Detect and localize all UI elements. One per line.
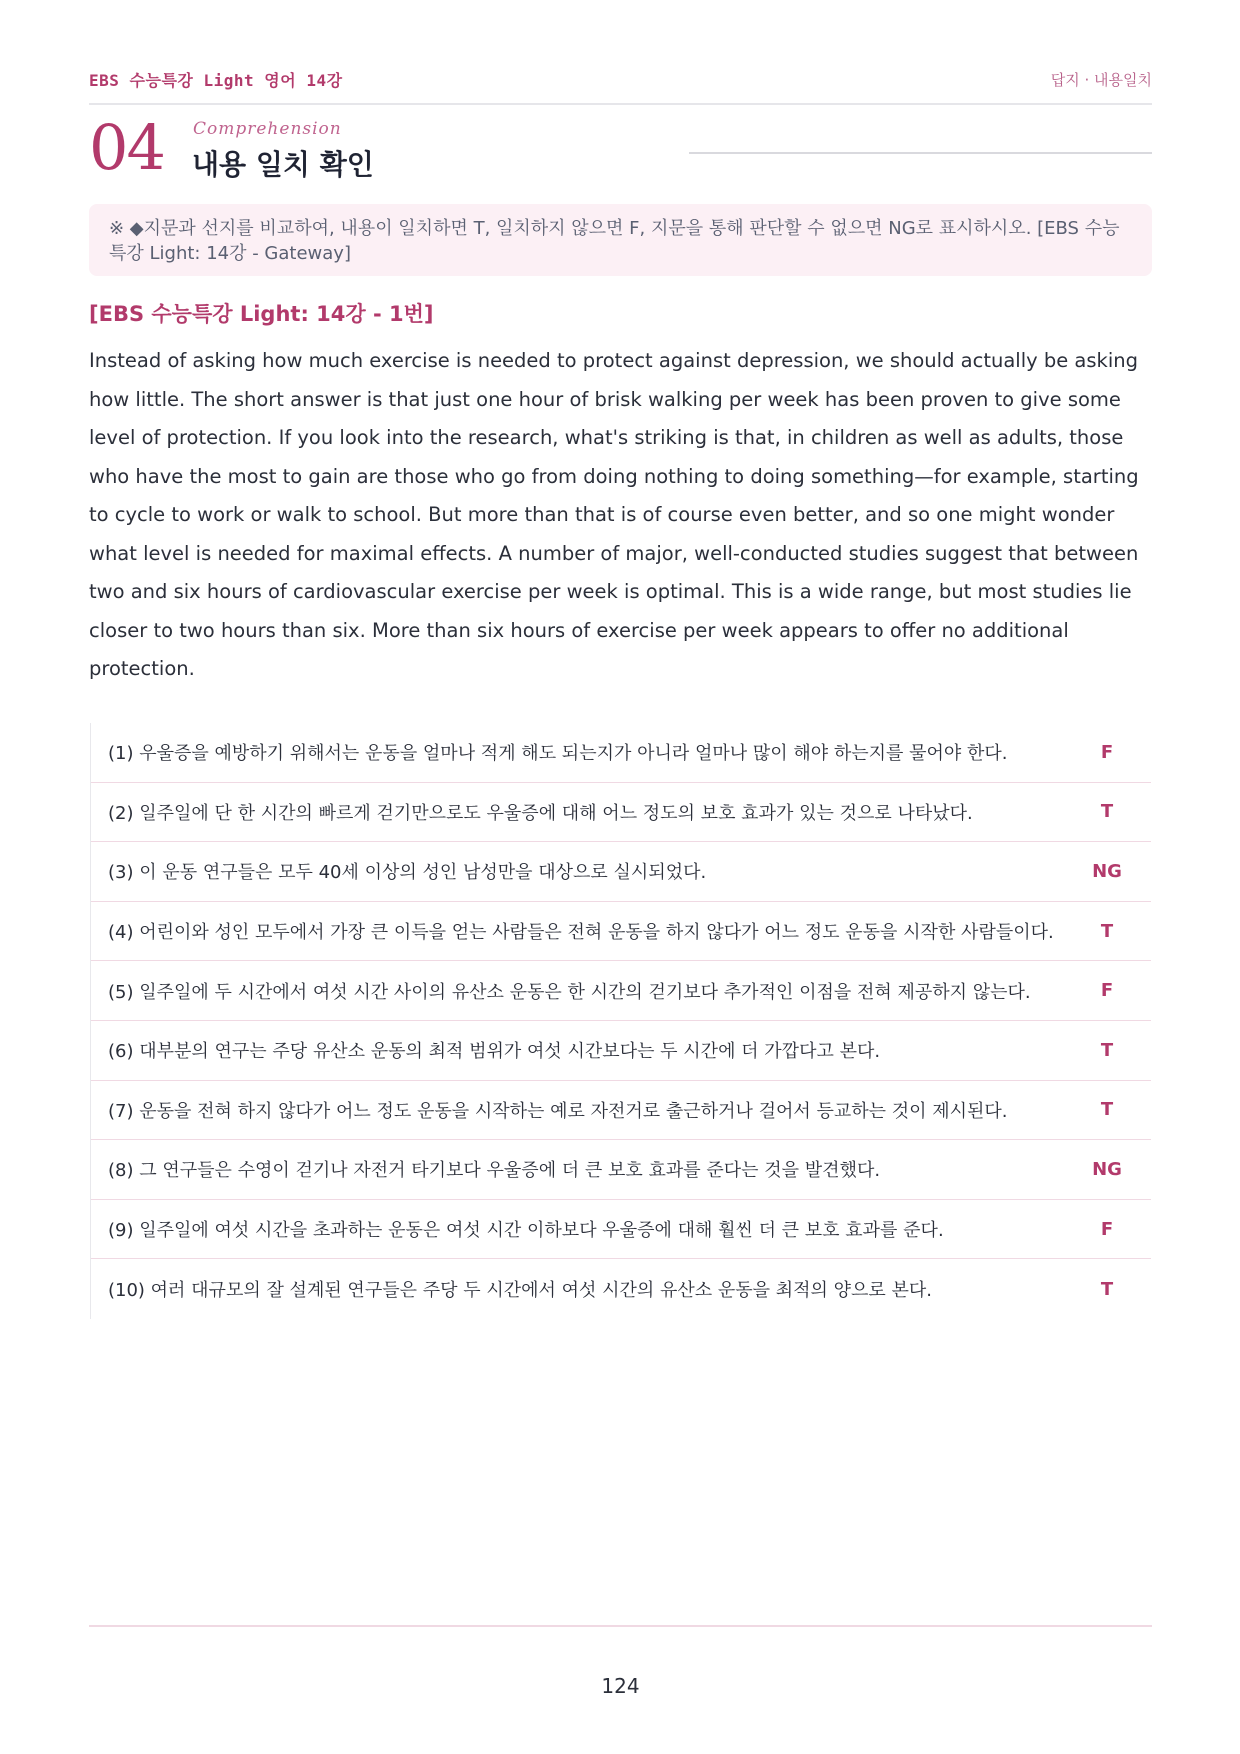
answer-verdict: NG	[1092, 860, 1122, 882]
answer-verdict: F	[1100, 1218, 1114, 1240]
section-title: 내용 일치 확인	[192, 148, 374, 181]
answer-verdict: F	[1100, 741, 1114, 763]
answer-row	[91, 1021, 1151, 1081]
footer-divider	[89, 1625, 1152, 1627]
answer-row	[91, 1200, 1151, 1260]
answer-row	[91, 842, 1151, 902]
answer-statement: (5) 일주일에 두 시간에서 여섯 시간 사이의 유산소 운동은 한 시간의 걷기보다 추가적인 이점을 전혀 제공하지 않는다.	[108, 981, 1031, 1003]
answer-statement: (7) 운동을 전혀 하지 않다가 어느 정도 운동을 시작하는 예로 자전거로 출근하거나 걸어서 등교하는 것이 제시된다.	[108, 1100, 1008, 1122]
answer-statement: (10) 여러 대규모의 잘 설계된 연구들은 주당 두 시간에서 여섯 시간의 유산소 운동을 최적의 양으로 본다.	[108, 1280, 933, 1302]
header-divider	[89, 103, 1152, 105]
answer-row	[91, 723, 1151, 783]
answer-statement: (3) 이 운동 연구들은 모두 40세 이상의 성인 남성만을 대상으로 실시되었다.	[108, 862, 707, 884]
answer-verdict: T	[1100, 920, 1114, 942]
section-subtitle: Comprehension	[193, 119, 342, 139]
answer-table	[90, 723, 1151, 1319]
answer-statement: (1) 우울증을 예방하기 위해서는 운동을 얼마나 적게 해도 되는지가 아니라 얼마나 많이 해야 하는지를 물어야 한다.	[108, 743, 1008, 765]
answer-verdict: T	[1100, 801, 1114, 823]
answer-row	[91, 1081, 1151, 1141]
answer-row	[91, 1259, 1151, 1319]
answer-verdict: F	[1100, 980, 1114, 1002]
answer-row	[91, 961, 1151, 1021]
section-number: 04	[89, 111, 164, 184]
running-section-label: 답지 · 내용일치	[1050, 70, 1152, 89]
answer-verdict: NG	[1092, 1158, 1122, 1180]
passage-text: Instead of asking how much exercise is needed to protect against depression, we should actually be asking how little. The short answer is that just one hour of brisk walking per week has been proven to give some level of protection. If you look into the research, what's striking is that, in children as well as adults, those who have the most to gain are those who go from doing nothing to doing something—for example, starting to cycle to work or walk to school. But more than that is of course even better, and so one might wonder what level is needed for maximal effects. A number of major, well-conducted studies suggest that between two and six hours of cardiovascular exercise per week is optimal. This is a wide range, but most studies lie closer to two hours than six. More than six hours of exercise per week appears to offer no additional protection.	[89, 349, 1139, 680]
answer-verdict: T	[1100, 1099, 1114, 1121]
section-divider	[689, 152, 1152, 154]
answer-statement: (9) 일주일에 여섯 시간을 초과하는 운동은 여섯 시간 이하보다 우울증에 대해 훨씬 더 큰 보호 효과를 준다.	[108, 1220, 944, 1242]
answer-row	[91, 783, 1151, 843]
page-number: 124	[601, 1674, 640, 1698]
answer-statement: (8) 그 연구들은 수영이 걷기나 자전거 타기보다 우울증에 더 큰 보호 효과를 준다는 것을 발견했다.	[108, 1160, 881, 1182]
answer-verdict: T	[1100, 1278, 1114, 1300]
instruction-box: ※ ◆지문과 선지를 비교하여, 내용이 일치하면 T, 일치하지 않으면 F, 지문을 통해 판단할 수 없으면 NG로 표시하시오. [EBS 수능특강 Light: 14강 - Gateway]	[89, 204, 1152, 276]
answer-statement: (4) 어린이와 성인 모두에서 가장 큰 이득을 얻는 사람들은 전혀 운동을 하지 않다가 어느 정도 운동을 시작한 사람들이다.	[108, 922, 1054, 944]
answer-verdict: T	[1100, 1039, 1114, 1061]
running-title: EBS 수능특강 Light 영어 14강	[89, 70, 343, 90]
running-header	[89, 66, 1152, 92]
answer-statement: (6) 대부분의 연구는 주당 유산소 운동의 최적 범위가 여섯 시간보다는 두 시간에 더 가깝다고 본다.	[108, 1041, 881, 1063]
section-heading	[89, 110, 1152, 186]
answer-row	[91, 1140, 1151, 1200]
answer-row	[91, 902, 1151, 962]
passage-title: [EBS 수능특강 Light: 14강 - 1번]	[89, 302, 434, 326]
page	[89, 0, 1152, 1754]
answer-statement: (2) 일주일에 단 한 시간의 빠르게 걷기만으로도 우울증에 대해 어느 정도의 보호 효과가 있는 것으로 나타났다.	[108, 802, 973, 824]
